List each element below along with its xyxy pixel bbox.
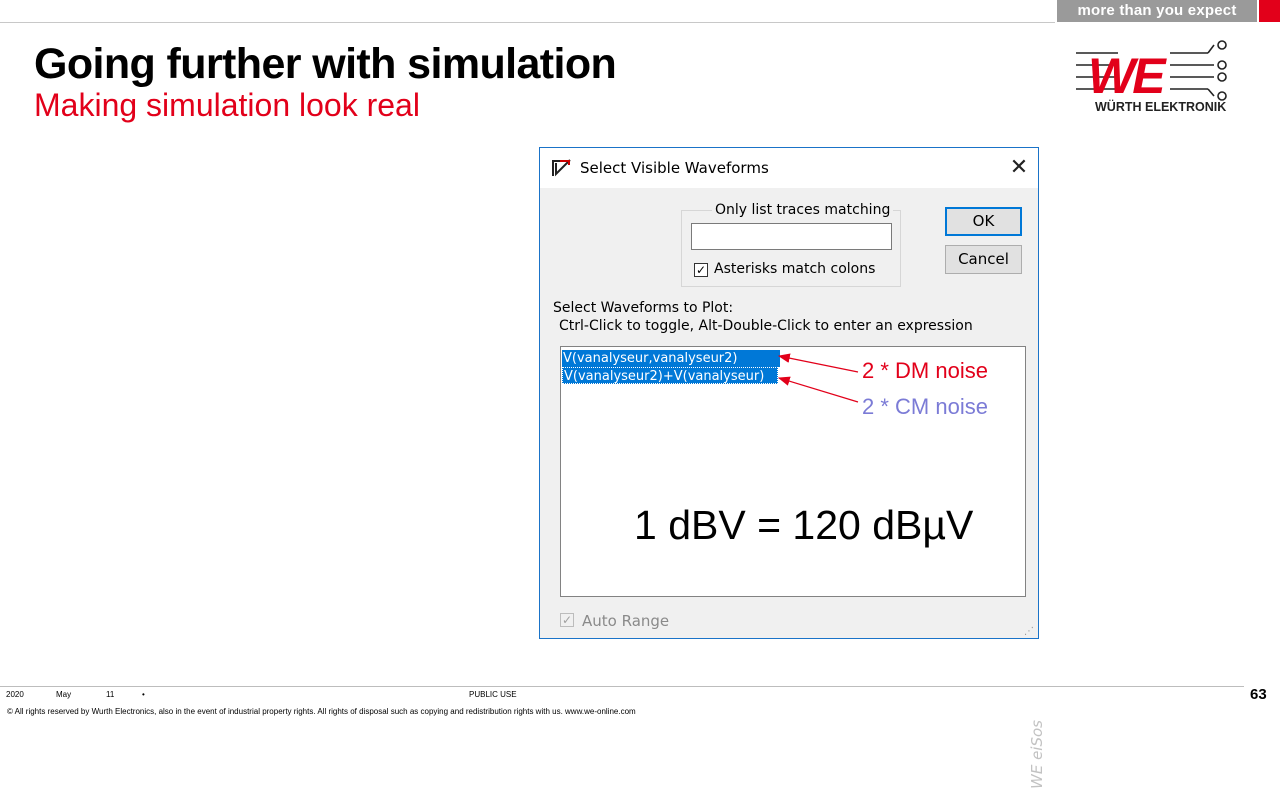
slide-subtitle: Making simulation look real (34, 87, 420, 123)
dbv-equation: 1 dBV = 120 dBµV (634, 502, 974, 548)
cm-noise-annotation: 2 * CM noise (862, 394, 988, 419)
auto-range-label: Auto Range (582, 612, 670, 630)
close-icon[interactable]: ✕ (1009, 155, 1029, 180)
footer-day: 11 (106, 690, 115, 699)
waveforms-section-label: Select Waveforms to Plot: (553, 300, 734, 316)
logo-company-name: WÜRTH ELEKTRONIK (1095, 100, 1227, 114)
resize-grip-icon[interactable]: ⋰ (1024, 626, 1034, 637)
footer-rule (0, 686, 1244, 687)
waveform-item-dm[interactable]: V(vanalyseur,vanalyseur2) (562, 350, 780, 367)
auto-range-checkbox[interactable]: ✓ (561, 613, 573, 627)
asterisks-match-colons-checkbox[interactable]: ✓ (695, 263, 707, 277)
wurth-elektronik-logo (1074, 40, 1236, 115)
asterisks-checkbox-label: Asterisks match colons (714, 261, 876, 277)
filter-group-label: Only list traces matching (712, 202, 893, 218)
logo-we-letters: WE (1088, 48, 1163, 104)
cancel-button[interactable]: Cancel (945, 245, 1022, 274)
dialog-titlebar[interactable] (540, 148, 1038, 188)
watermark-text: WE eiSos (1028, 720, 1046, 789)
footer-classification: PUBLIC USE (469, 690, 517, 699)
ltspice-app-icon (551, 158, 573, 178)
top-rule (0, 22, 1055, 23)
tagline-banner: more than you expect (1057, 0, 1257, 22)
select-visible-waveforms-dialog (539, 147, 1046, 789)
slide-title: Going further with simulation (34, 40, 617, 88)
copyright-notice: © All rights reserved by Wurth Electronics, also in the event of industrial property rights. All rights of disposal such as copying and redistribution rights with us. www.we-online.com (7, 707, 636, 716)
page-number: 63 (1250, 686, 1267, 703)
ok-button[interactable]: OK (945, 207, 1022, 236)
footer-separator: • (142, 690, 145, 699)
waveform-item-cm[interactable]: V(vanalyseur2)+V(vanalyseur) (562, 367, 778, 384)
footer-month: May (56, 690, 72, 699)
footer-year: 2020 (6, 690, 24, 699)
waveforms-instructions: Ctrl-Click to toggle, Alt-Double-Click to enter an expression (559, 318, 973, 334)
dm-noise-annotation: 2 * DM noise (862, 358, 988, 383)
brand-red-square (1259, 0, 1280, 22)
trace-filter-input[interactable] (691, 223, 892, 250)
dialog-title: Select Visible Waveforms (580, 159, 769, 177)
